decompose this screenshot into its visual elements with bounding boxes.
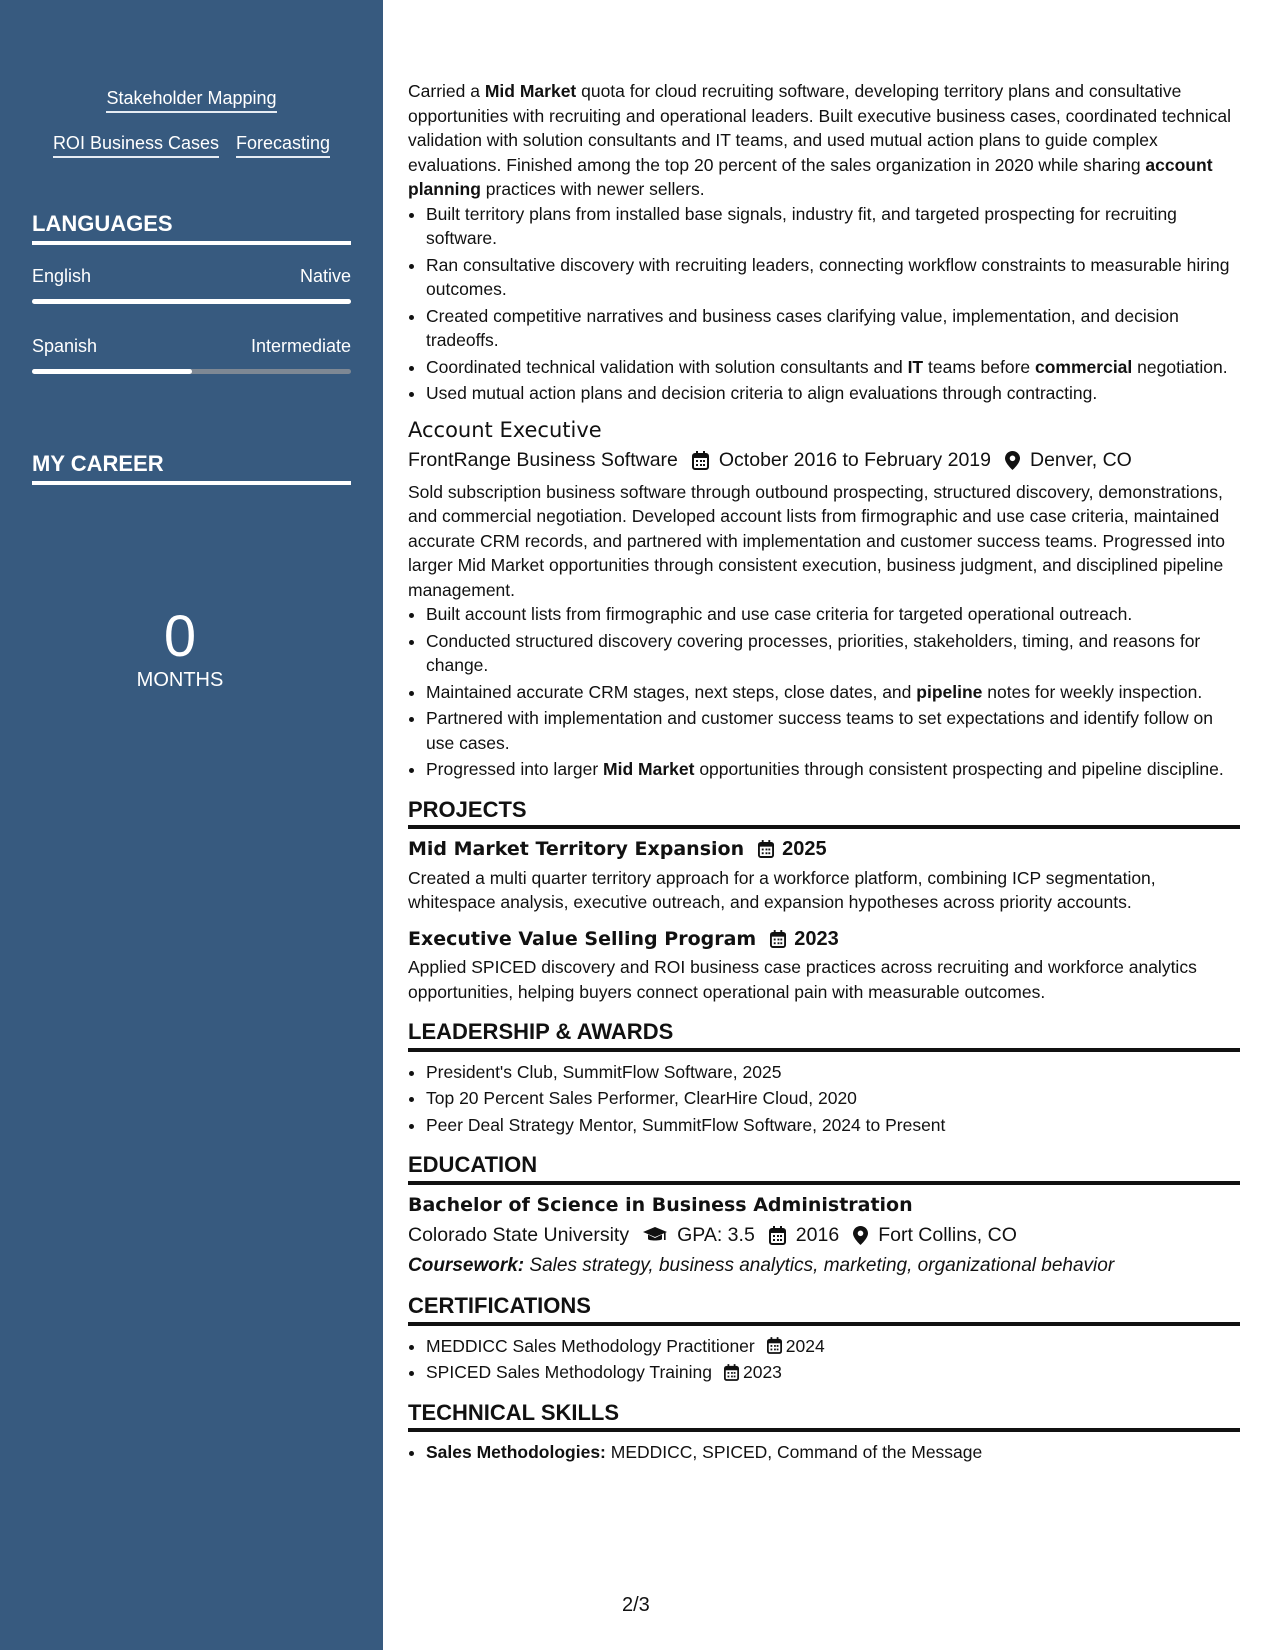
calendar-icon [724,1364,739,1381]
list-item: • Built territory plans from installed base signals, industry fit, and targeted prospecting for recruiting software. [426,202,1240,251]
job-summary: Sold subscription business software through outbound prospecting, structured discovery, demonstrations, and commercial negotiation. Developed account lists from firmographic and use case criteria, maintained accurate CRM records, and partnered with implementation and customer success teams. Progressed into larger Mid Market opportunities through consistent execution, business judgment, and disciplined pipeline management. [408,481,1226,600]
section-heading-education: EDUCATION [408,1153,1240,1185]
project-description: Applied SPICED discovery and ROI business case practices across recruiting and workforce analytics opportunities, helping buyers connect operational pain with measurable outcomes. [408,957,1197,1002]
project-year: 2025 [782,838,827,860]
certification-name: • SPICED Sales Methodology Training [426,1362,712,1382]
list-item: • Used mutual action plans and decision criteria to align evaluations through contracting. [426,381,1240,406]
company-name: FrontRange Business Software [408,449,678,471]
calendar-icon [767,1337,782,1354]
graduation-year: 2016 [795,1224,840,1246]
calendar-icon [758,840,774,858]
list-item: • Ran consultative discovery with recruiting leaders, connecting workflow constraints to measurable hiring outcomes. [426,253,1240,302]
skill-tags-row [0,133,383,158]
list-item: • Created competitive narratives and business cases clarifying value, implementation, and decision tradeoffs. [426,304,1240,353]
skill-tag[interactable]: Stakeholder Mapping [106,88,276,113]
language-name: Spanish [32,336,98,356]
education-meta [408,1223,1240,1248]
job-meta [408,448,1240,473]
job-bullets [408,202,1240,406]
school-location: Fort Collins, CO [878,1224,1017,1246]
section-heading-certifications: CERTIFICATIONS [408,1294,1240,1326]
project-year: 2023 [794,927,839,950]
sidebar [0,0,383,1650]
school-name: Colorado State University [408,1224,630,1246]
map-pin-icon [1005,451,1020,470]
section-heading-projects: PROJECTS [408,798,1240,830]
gpa: GPA: 3.5 [677,1224,755,1246]
project-title: Executive Value Selling Program [408,927,757,950]
list-item: • Conducted structured discovery covering processes, priorities, stakeholders, timing, and reasons for change. [426,629,1240,678]
career-duration [0,604,360,692]
skill-tags-row [0,88,383,113]
language-english [32,266,351,304]
degree-title: Bachelor of Science in Business Administration [408,1193,913,1216]
list-item: • Maintained accurate CRM stages, next steps, close dates, and pipeline notes for weekly inspection. [426,680,1240,705]
list-item: • Top 20 Percent Sales Performer, ClearHire Cloud, 2020 [426,1086,1240,1111]
job-location: Denver, CO [1029,449,1132,471]
job-title: Account Executive [408,417,602,442]
career-heading: MY CAREER [32,451,351,485]
section-heading-technical-skills: TECHNICAL SKILLS [408,1401,1240,1433]
list-item: • Progressed into larger Mid Market opportunities through consistent prospecting and pipeline discipline. [426,757,1240,782]
language-name: English [32,266,92,286]
career-unit: MONTHS [136,669,224,691]
certification-year: 2023 [742,1362,782,1382]
list-item [426,1360,1240,1385]
language-spanish [32,336,351,374]
language-level: Intermediate [250,336,351,356]
language-proficiency-bar [32,299,351,304]
main-content [408,79,1240,1467]
certification-year: 2024 [785,1335,825,1356]
project-header [408,837,1240,862]
list-item: • Peer Deal Strategy Mentor, SummitFlow Software, 2024 to Present [426,1113,1240,1138]
list-item: • Coordinated technical validation with solution consultants and IT teams before commercial negotiation. [426,355,1240,380]
section-heading-awards: LEADERSHIP & AWARDS [408,1020,1240,1052]
list-item: • Partnered with implementation and customer success teams to set expectations and identify follow on use cases. [426,706,1240,755]
job-summary: Carried a Mid Market quota for cloud recruiting software, developing territory plans and consultative opportunities with recruiting and operational leaders. Built executive business cases, coordinated technical validation with solution consultants and IT teams, and used mutual action plans to guide complex evaluations. Finished among the top 20 percent of the sales organization in 2020 while sharing account planning practices with newer sellers. [408,81,1231,199]
awards-list [408,1060,1240,1138]
language-proficiency-fill [32,299,351,304]
technical-skills-list [408,1440,1240,1465]
list-item: • Built account lists from firmographic and use case criteria for targeted operational outreach. [426,602,1240,627]
map-pin-icon [853,1226,868,1245]
list-item: • President's Club, SummitFlow Software, 2025 [426,1060,1240,1085]
calendar-icon [692,451,709,470]
skill-tag[interactable]: Forecasting [236,133,330,158]
list-item [426,1334,1240,1359]
job-dates: October 2016 to February 2019 [718,449,991,471]
graduation-cap-icon [643,1227,667,1244]
page-number: 2/3 [622,1594,650,1616]
languages-heading: LANGUAGES [32,211,351,245]
project-header [408,927,1240,952]
job-bullets [408,602,1240,782]
coursework: Coursework: Sales strategy, business analytics, marketing, organizational behavior [408,1254,1115,1276]
skill-tag[interactable]: ROI Business Cases [53,133,219,158]
list-item: • Sales Methodologies: MEDDICC, SPICED, Command of the Message [426,1440,1240,1465]
project-title: Mid Market Territory Expansion [408,838,745,860]
career-value: 0 [163,604,197,669]
language-level: Native [299,266,351,286]
calendar-icon [770,930,786,948]
language-proficiency-bar [32,369,351,374]
language-proficiency-fill [32,369,192,374]
certifications-list [408,1334,1240,1385]
certification-name: • MEDDICC Sales Methodology Practitioner [426,1335,755,1356]
project-description: Created a multi quarter territory approach for a workforce platform, combining ICP segmentation, whitespace analysis, executive outreach, and expansion hypotheses across priority accounts. [408,867,1156,912]
calendar-icon [769,1226,786,1245]
